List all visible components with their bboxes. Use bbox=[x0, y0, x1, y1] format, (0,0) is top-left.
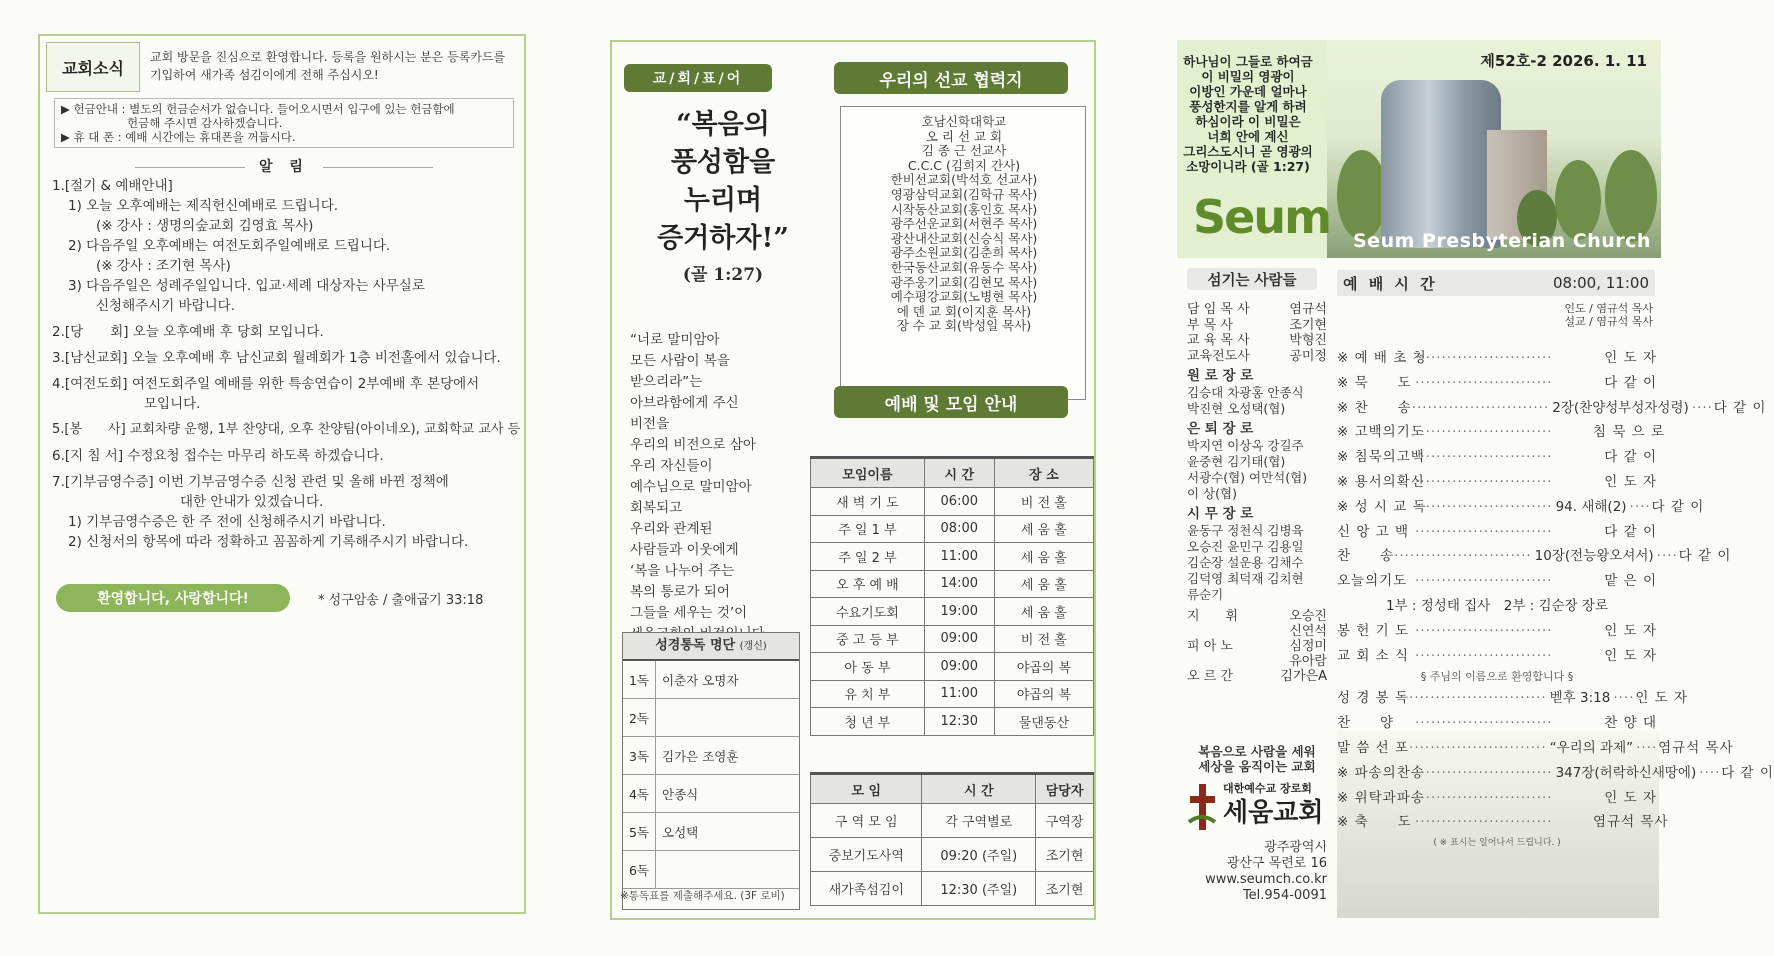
church-motto bbox=[628, 106, 818, 285]
notice-item: 6.[지 침 서] 수정요청 접수는 마무리 하도록 하겠습니다. bbox=[52, 448, 384, 464]
table-cell: 11:00 bbox=[924, 680, 994, 708]
group-schedule-table bbox=[810, 772, 1094, 906]
staff-name: 신연석 bbox=[1289, 624, 1327, 639]
church-vision bbox=[630, 330, 826, 645]
staff-names: 박지연 이상옥 강길주 bbox=[1187, 438, 1304, 453]
verse-line: 하심이라 이 비밀은 bbox=[1195, 114, 1301, 129]
table-cell: 세 움 홀 bbox=[994, 598, 1093, 626]
order-row bbox=[1337, 736, 1734, 761]
order-label: ※ 용서의확신 bbox=[1337, 473, 1425, 490]
worship-order-header: 예 배 시 간 08:00, 11:00 bbox=[1337, 270, 1655, 296]
order-leader: 인 도 자 bbox=[1604, 622, 1657, 639]
table-cell: 각 구역별로 bbox=[922, 804, 1036, 838]
bible-row bbox=[623, 699, 799, 737]
table-cell: 14:00 bbox=[924, 570, 994, 598]
order-detail: “우리의 과제” bbox=[1549, 739, 1634, 756]
order-dots: ·························· bbox=[1411, 399, 1550, 416]
vision-line: 비전을 bbox=[630, 416, 670, 432]
church-name-english: Seum Presbyterian Church bbox=[1353, 230, 1651, 252]
staff-row bbox=[1187, 349, 1327, 365]
table-cell: 주 일 2 부 bbox=[811, 543, 925, 571]
bible-row bbox=[623, 737, 799, 775]
staff-names: 오승진 윤민구 김용일 bbox=[1187, 539, 1304, 554]
table-row bbox=[811, 838, 1094, 872]
motto-line: 증거하자!” bbox=[657, 223, 789, 254]
table-row bbox=[811, 570, 1094, 598]
bible-round: 3독 bbox=[623, 737, 656, 774]
staff-tag: 섬기는 사람들 bbox=[1187, 268, 1317, 290]
order-leader: 다 같 이 bbox=[1604, 374, 1657, 391]
notice-item: 대한 안내가 있겠습니다. bbox=[180, 494, 324, 510]
vision-line: 회복되고 bbox=[630, 500, 683, 516]
order-label: ※ 예 배 초 청 bbox=[1337, 350, 1427, 366]
verse-line: 이방인 가운데 얼마나 bbox=[1189, 84, 1307, 99]
verse-line: 너희 안에 계신 bbox=[1207, 129, 1289, 144]
worship-order bbox=[1337, 346, 1774, 851]
offering-line-1: ▶ 헌금안내 : 별도의 헌금순서가 없습니다. 들어오시면서 입구에 있는 헌금함에 bbox=[61, 102, 455, 116]
table-cell: 12:30 bbox=[924, 708, 994, 736]
order-row bbox=[1337, 569, 1657, 594]
order-leader: 다 같 이 bbox=[1721, 764, 1774, 781]
table-header: 모 임 bbox=[811, 774, 922, 804]
bible-row bbox=[623, 851, 799, 889]
alim-heading: 알 림 bbox=[40, 156, 528, 176]
notice-item: 2) 신청서의 항목에 따라 정확하고 꼼꼼하게 기록해주시기 바랍니다. bbox=[68, 534, 469, 550]
order-leader: 인 도 자 bbox=[1635, 690, 1689, 707]
order-dots: ·························· bbox=[1409, 690, 1547, 707]
offering-line-2: 헌금해 주시면 감사하겠습니다. bbox=[127, 116, 283, 130]
mission-item: 광주선운교회(서현주 목사) bbox=[890, 216, 1038, 232]
notice-item: 2) 다음주일 오후예배는 여전도회주일예배로 드립니다. bbox=[68, 238, 391, 254]
church-building-photo bbox=[1327, 40, 1661, 258]
order-dots: ·························· bbox=[1415, 814, 1553, 831]
order-label: 신 앙 고 백 bbox=[1337, 523, 1410, 540]
staff-names: 김순장 설운용 김채수 bbox=[1187, 555, 1304, 570]
church-slogan: 복음으로 사람을 세워 세상을 움직이는 교회 bbox=[1198, 744, 1316, 774]
welcome-banner: 환영합니다, 사랑합니다! bbox=[56, 584, 290, 612]
bible-names: 김가은 조영훈 bbox=[662, 748, 739, 764]
order-leader: 다 같 이 bbox=[1678, 548, 1732, 565]
order-dots: ·························· bbox=[1415, 449, 1553, 466]
website-link[interactable]: www.seumch.co.kr bbox=[1205, 872, 1327, 887]
order-dots: ···· bbox=[1629, 498, 1651, 515]
notice-text: 교회 방문을 진심으로 환영합니다. 등록을 원하시는 분은 등록카드를 기입하여 새가족 섬김이에게 전해 주십시오! bbox=[150, 50, 506, 82]
order-leader: 다 같 이 bbox=[1651, 498, 1705, 515]
mission-item: 에 덴 교 회(이지훈 목사) bbox=[896, 303, 1032, 319]
order-dots: ···· bbox=[1699, 764, 1721, 781]
cross-logo-icon bbox=[1187, 782, 1217, 832]
staff-role: 오 르 간 bbox=[1187, 669, 1233, 684]
denomination: 대한예수교 장로회 bbox=[1223, 782, 1312, 795]
order-row bbox=[1337, 520, 1657, 545]
notice-item: 3) 다음주일은 성례주일입니다. 입교·세례 대상자는 사무실로 bbox=[68, 278, 425, 294]
staff-section-head: 은 퇴 장 로 bbox=[1187, 421, 1254, 437]
order-label: ※ 침묵의고백 bbox=[1337, 449, 1425, 466]
motto-line: 풍성함을 bbox=[670, 147, 776, 178]
mission-item: 광산내산교회(신승식 목사) bbox=[890, 230, 1038, 246]
table-cell: 새가족섬김이 bbox=[811, 872, 922, 906]
order-detail: 347장(허락하신새땅에) bbox=[1555, 764, 1697, 781]
cover-header bbox=[1177, 40, 1661, 258]
table-cell: 구역장 bbox=[1036, 804, 1094, 838]
table-cell: 청 년 부 bbox=[811, 708, 925, 736]
staff-row bbox=[1187, 639, 1327, 654]
table-row bbox=[811, 488, 1094, 516]
staff-row bbox=[1187, 669, 1327, 684]
order-dots: ···· bbox=[1636, 739, 1658, 756]
order-label: 찬 양 bbox=[1337, 715, 1395, 732]
staff-name: 박형진 bbox=[1289, 333, 1327, 348]
table-cell: 비 전 홀 bbox=[994, 625, 1093, 653]
staff-names: 서광수(협) 여만석(협) bbox=[1187, 470, 1308, 485]
order-label: ※ 묵 도 bbox=[1337, 374, 1412, 391]
staff-role: 담 임 목 사 bbox=[1187, 302, 1250, 317]
bible-round: 5독 bbox=[623, 813, 656, 850]
table-row bbox=[811, 598, 1094, 626]
mission-item: 시작동산교회(홍인호 목사) bbox=[890, 201, 1038, 217]
staff-list bbox=[1187, 302, 1327, 684]
mission-item: 광주소원교회(김춘희 목사) bbox=[890, 245, 1038, 261]
staff-role: 부 목 사 bbox=[1187, 317, 1233, 333]
order-leader: 인 도 자 bbox=[1604, 473, 1657, 490]
table-cell: 12:30 (주일) bbox=[922, 872, 1036, 906]
staff-names: 김덕영 최덕재 김치현 bbox=[1187, 571, 1304, 586]
table-row bbox=[811, 804, 1094, 838]
table-cell: 야곱의 복 bbox=[994, 653, 1093, 681]
cover-verse bbox=[1179, 54, 1317, 174]
order-dots: ·························· bbox=[1415, 789, 1553, 806]
mission-item: 오 리 선 교 회 bbox=[925, 128, 1003, 144]
verse-line: 하나님이 그들로 하여금 bbox=[1183, 54, 1313, 69]
verse-line: 그리스도시니 곧 영광의 bbox=[1183, 144, 1313, 159]
table-cell: 중보기도사역 bbox=[811, 838, 922, 872]
staff-role: 교육전도사 bbox=[1187, 348, 1250, 364]
offering-box bbox=[54, 98, 514, 148]
mission-list bbox=[859, 115, 1069, 334]
notice-item: 7.[기부금영수증] 이번 기부금영수증 신청 관련 및 올해 바뀐 정책에 bbox=[52, 474, 449, 490]
left-panel bbox=[38, 34, 526, 914]
staff-row bbox=[1187, 624, 1327, 639]
vision-line: 예수님으로 말미암아 bbox=[630, 479, 752, 495]
notice-item: 3.[남신교회] 오늘 오후예배 후 남신교회 월례회가 1층 비전홀에서 있습니다. bbox=[52, 350, 501, 366]
order-row bbox=[1337, 346, 1657, 371]
order-leader: 맡 은 이 bbox=[1604, 573, 1657, 590]
vision-line: 우리와 관계된 bbox=[630, 521, 713, 537]
staff-section-head: 시 무 장 로 bbox=[1187, 506, 1254, 522]
vision-line: 받으리라”는 bbox=[630, 374, 703, 390]
staff-row bbox=[1187, 302, 1327, 318]
order-detail: 94. 새해(2) bbox=[1555, 498, 1627, 515]
table-cell: 11:00 bbox=[924, 543, 994, 571]
staff-names: 윤동구 정천식 김병육 bbox=[1187, 523, 1304, 538]
worship-tag: 예배 및 모임 안내 bbox=[834, 386, 1068, 418]
order-dots: ·························· bbox=[1415, 350, 1553, 366]
order-row bbox=[1337, 810, 1669, 835]
order-dots: ·························· bbox=[1415, 764, 1553, 781]
vision-line: 아브라함에게 주신 bbox=[630, 395, 739, 411]
order-dots: ·························· bbox=[1415, 523, 1553, 540]
motto-tag: 교/회/표/어 bbox=[624, 64, 772, 92]
table-cell: 중 고 등 부 bbox=[811, 625, 925, 653]
order-dots: ·························· bbox=[1415, 498, 1553, 515]
order-leader: 염규석 목사 bbox=[1593, 814, 1669, 831]
mission-item: 한국동산교회(유동수 목사) bbox=[890, 259, 1038, 275]
bible-names: 오성택 bbox=[662, 824, 699, 840]
mission-item: C.C.C (김희지 간사) bbox=[907, 157, 1021, 173]
order-row bbox=[1337, 396, 1767, 421]
memory-verse: * 성구암송 / 출애굽기 33:18 bbox=[318, 593, 484, 608]
mission-item: 한비선교회(박석호 선교사) bbox=[890, 172, 1038, 188]
order-leader: 인 도 자 bbox=[1604, 350, 1657, 366]
order-note: 1부 : 정성태 집사 2부 : 김순장 장로 bbox=[1385, 597, 1608, 614]
table-cell: 09:00 bbox=[924, 625, 994, 653]
order-dots: ···· bbox=[1656, 548, 1678, 565]
notice-item: (※ 강사 : 생명의숲교회 김영효 목사) bbox=[96, 218, 314, 234]
order-label: ※ 성 시 교 독 bbox=[1337, 498, 1427, 515]
church-address: 광주광역시 광산구 목련로 16 www.seumch.co.kr Tel.954-0091 bbox=[1187, 840, 1327, 904]
table-header: 장 소 bbox=[994, 458, 1093, 488]
phone-line: ▶ 휴 대 폰 : 예배 시간에는 휴대폰을 꺼둡시다. bbox=[61, 130, 296, 144]
staff-role: 교 육 목 사 bbox=[1187, 333, 1250, 348]
notice-item: 1) 오늘 오후예배는 제직헌신예배로 드립니다. bbox=[68, 198, 339, 214]
order-note: § 주님의 이름으로 환영합니다 § bbox=[1420, 670, 1574, 684]
order-leader: 침 묵 으 로 bbox=[1593, 424, 1666, 441]
table-cell: 주 일 1 부 bbox=[811, 515, 925, 543]
order-row bbox=[1337, 761, 1774, 786]
staff-row bbox=[1187, 318, 1327, 334]
church-name-korean: 세움교회 bbox=[1223, 798, 1324, 828]
mission-item: 광주웅기교회(김현모 목사) bbox=[890, 274, 1038, 290]
bible-names: 안종식 bbox=[662, 786, 699, 802]
order-leader: 다 같 이 bbox=[1604, 523, 1657, 540]
order-dots: ···· bbox=[1691, 399, 1713, 416]
table-cell: 비 전 홀 bbox=[994, 488, 1093, 516]
order-dots: ···· bbox=[1613, 690, 1635, 707]
bible-row bbox=[623, 775, 799, 813]
notice-header bbox=[46, 42, 516, 92]
order-row bbox=[1337, 495, 1705, 520]
table-cell: 세 움 홀 bbox=[994, 543, 1093, 571]
table-row bbox=[811, 872, 1094, 906]
order-dots: ·························· bbox=[1394, 548, 1532, 565]
table-row bbox=[811, 625, 1094, 653]
verse-line: 이 비밀의 영광이 bbox=[1201, 69, 1295, 84]
staff-names: 류순기 bbox=[1187, 587, 1224, 602]
order-row bbox=[1337, 711, 1657, 736]
table-row bbox=[811, 543, 1094, 571]
bible-note: ※통독표를 제출해주세요. (3F 로비) bbox=[620, 890, 785, 902]
table-cell: 오 후 예 배 bbox=[811, 570, 925, 598]
order-row bbox=[1337, 544, 1732, 569]
vision-line: 우리 자신들이 bbox=[630, 458, 713, 474]
order-label: 말 씀 선 포 bbox=[1337, 739, 1410, 756]
order-leader: 인 도 자 bbox=[1604, 647, 1657, 664]
order-dots: ·························· bbox=[1415, 573, 1553, 590]
order-row bbox=[1337, 619, 1657, 644]
table-cell: 09:20 (주일) bbox=[922, 838, 1036, 872]
table-cell: 06:00 bbox=[924, 488, 994, 516]
order-label: ※ 찬 송 bbox=[1337, 399, 1412, 416]
order-dots: ·························· bbox=[1415, 715, 1553, 732]
bible-reading-title: 성경통독 명단 (갱신) bbox=[623, 633, 799, 661]
staff-name: 김가은A bbox=[1280, 669, 1327, 684]
worship-leaders: 인도 / 염규석 목사 설교 / 염규석 목사 bbox=[1564, 302, 1653, 328]
staff-role: 지 휘 bbox=[1187, 609, 1239, 624]
order-row bbox=[1337, 786, 1657, 811]
notice-item: 모입니다. bbox=[144, 396, 201, 412]
table-row bbox=[811, 653, 1094, 681]
verse-line: 소망이니라 (골 1:27) bbox=[1186, 159, 1310, 174]
staff-names: 박진현 오성택(협) bbox=[1187, 401, 1286, 416]
bible-round: 4독 bbox=[623, 775, 656, 812]
bible-row bbox=[623, 813, 799, 851]
staff-name: 공미정 bbox=[1289, 348, 1327, 364]
staff-names: 윤중현 김기태(협) bbox=[1187, 454, 1286, 469]
staff-name: 심정미 bbox=[1289, 639, 1327, 654]
notice-item: 2.[당 회] 오늘 오후예배 후 당회 모입니다. bbox=[52, 324, 324, 340]
right-panel bbox=[1177, 40, 1774, 920]
motto-line: “복음의 bbox=[676, 109, 770, 140]
notice-item: 신청해주시기 바랍니다. bbox=[96, 298, 235, 314]
table-cell: 아 동 부 bbox=[811, 653, 925, 681]
verse-line: 풍성한지를 알게 하려 bbox=[1189, 99, 1307, 114]
issue-date: 제52호-2 2026. 1. 11 bbox=[1480, 52, 1647, 70]
table-cell: 수요기도회 bbox=[811, 598, 925, 626]
staff-name: 유아람 bbox=[1289, 654, 1327, 669]
staff-row bbox=[1187, 333, 1327, 349]
vision-line: 우리의 비전으로 삼아 bbox=[630, 437, 756, 453]
order-dots: ·························· bbox=[1415, 622, 1553, 639]
order-detail: 10장(전능왕오셔서) bbox=[1534, 548, 1654, 565]
table-cell: 구 역 모 임 bbox=[811, 804, 922, 838]
bible-reading-box bbox=[622, 632, 800, 910]
motto-ref: (골 1:27) bbox=[682, 265, 764, 285]
table-cell: 19:00 bbox=[924, 598, 994, 626]
order-row bbox=[1337, 371, 1657, 396]
vision-line: 그들을 세우는 것’이 bbox=[630, 605, 748, 621]
order-note: ( ※ 표시는 일어나서 드립니다. ) bbox=[1433, 838, 1561, 849]
order-label: 성 경 봉 독 bbox=[1337, 690, 1410, 707]
order-row bbox=[1337, 470, 1657, 495]
notice-item: 5.[봉 사] 교회차량 운행, 1부 찬양대, 오후 찬양팀(아이네오), 교회학교 교사 등 bbox=[52, 422, 521, 437]
order-leader: 염규석 목사 bbox=[1658, 739, 1734, 756]
order-row bbox=[1337, 445, 1657, 470]
order-dots: ·························· bbox=[1415, 647, 1553, 664]
staff-row bbox=[1187, 654, 1327, 669]
mission-item: 예수평강교회(노병현 목사) bbox=[890, 289, 1038, 305]
mission-item: 김 종 근 선교사 bbox=[921, 143, 1007, 159]
staff-name: 조기현 bbox=[1289, 317, 1327, 333]
mission-tag: 우리의 선교 협력지 bbox=[834, 62, 1068, 94]
staff-names: 이 상(협) bbox=[1187, 486, 1237, 501]
order-label: ※ 고백의기도 bbox=[1337, 424, 1425, 441]
mission-item: 장 수 교 회(박성일 목사) bbox=[896, 318, 1032, 334]
notice-item: 1) 기부금영수증은 한 주 전에 신청해주시기 바랍니다. bbox=[68, 514, 386, 530]
staff-role: 피 아 노 bbox=[1187, 639, 1233, 654]
order-dots: ·························· bbox=[1415, 424, 1553, 441]
staff-section-head: 원 로 장 로 bbox=[1187, 368, 1254, 384]
table-row bbox=[811, 515, 1094, 543]
order-dots: ·························· bbox=[1415, 374, 1553, 391]
table-row bbox=[811, 680, 1094, 708]
order-label: 교 회 소 식 bbox=[1337, 647, 1410, 664]
vision-line: “너로 말미암아 bbox=[630, 332, 720, 348]
middle-panel bbox=[610, 40, 1096, 920]
mission-box bbox=[840, 106, 1086, 400]
table-cell: 조기현 bbox=[1036, 872, 1094, 906]
staff-name: 염규석 bbox=[1289, 302, 1327, 317]
vision-line: ‘복을 나누어 주는 bbox=[630, 563, 735, 579]
bible-round: 1독 bbox=[623, 661, 656, 698]
table-cell: 물댄동산 bbox=[994, 708, 1093, 736]
table-cell: 새 벽 기 도 bbox=[811, 488, 925, 516]
order-label: ※ 축 도 bbox=[1337, 814, 1412, 831]
order-leader: 찬 양 대 bbox=[1604, 715, 1657, 732]
bible-names: 이춘자 오명자 bbox=[662, 672, 739, 688]
building-image bbox=[1381, 80, 1501, 248]
table-header: 모임이름 bbox=[811, 458, 925, 488]
staff-names: 김승대 차광홍 안종식 bbox=[1187, 385, 1304, 400]
notice-item: (※ 강사 : 조기현 목사) bbox=[96, 258, 231, 274]
order-row bbox=[1337, 644, 1657, 669]
notice-item: 1.[절기 & 예배안내] bbox=[52, 178, 173, 194]
notice-items bbox=[52, 176, 522, 552]
order-label: ※ 위탁과파송 bbox=[1337, 789, 1425, 806]
seum-logo: Seum bbox=[1193, 190, 1331, 244]
table-header: 시 간 bbox=[924, 458, 994, 488]
staff-row bbox=[1187, 609, 1327, 624]
mission-item: 영광삼덕교회(김학규 목사) bbox=[890, 186, 1038, 202]
table-cell: 세 움 홀 bbox=[994, 570, 1093, 598]
table-cell: 09:00 bbox=[924, 653, 994, 681]
order-label: 찬 송 bbox=[1337, 548, 1395, 565]
motto-line: 누리며 bbox=[683, 185, 763, 216]
bible-round: 6독 bbox=[623, 851, 656, 888]
table-cell: 유 치 부 bbox=[811, 680, 925, 708]
vision-line: 사람들과 이웃에게 bbox=[630, 542, 739, 558]
bible-round: 2독 bbox=[623, 699, 656, 736]
table-header: 시 간 bbox=[922, 774, 1036, 804]
order-dots: ·························· bbox=[1415, 473, 1553, 490]
order-dots: ·························· bbox=[1409, 739, 1547, 756]
order-leader: 다 같 이 bbox=[1713, 399, 1767, 416]
staff-name: 오승진 bbox=[1289, 609, 1327, 624]
order-detail: 벧후 3:18 bbox=[1549, 690, 1611, 707]
order-label: ※ 파송의찬송 bbox=[1337, 764, 1425, 781]
notice-item: 4.[여전도회] 여전도회주일 예배를 위한 특송연습이 2부예배 후 본당에서 bbox=[52, 376, 480, 392]
vision-line: 모든 사람이 복을 bbox=[630, 353, 730, 369]
mission-item: 호남신학대학교 bbox=[921, 114, 1007, 129]
notice-title: 교회소식 bbox=[46, 42, 140, 92]
table-row bbox=[811, 708, 1094, 736]
order-leader: 다 같 이 bbox=[1604, 449, 1657, 466]
table-cell: 조기현 bbox=[1036, 838, 1094, 872]
table-cell: 야곱의 복 bbox=[994, 680, 1093, 708]
order-row bbox=[1337, 420, 1666, 445]
table-header: 담당자 bbox=[1036, 774, 1094, 804]
order-leader: 인 도 자 bbox=[1604, 789, 1657, 806]
order-row bbox=[1337, 686, 1689, 711]
order-label: 봉 헌 기 도 bbox=[1337, 622, 1410, 639]
order-detail: 2장(찬양성부성자성령) bbox=[1552, 399, 1689, 416]
order-label: 오늘의기도 bbox=[1337, 573, 1408, 590]
bible-row bbox=[623, 661, 799, 699]
table-cell: 08:00 bbox=[924, 515, 994, 543]
table-cell: 세 움 홀 bbox=[994, 515, 1093, 543]
vision-line: 복의 통로가 되어 bbox=[630, 584, 730, 600]
worship-schedule-table bbox=[810, 456, 1094, 736]
